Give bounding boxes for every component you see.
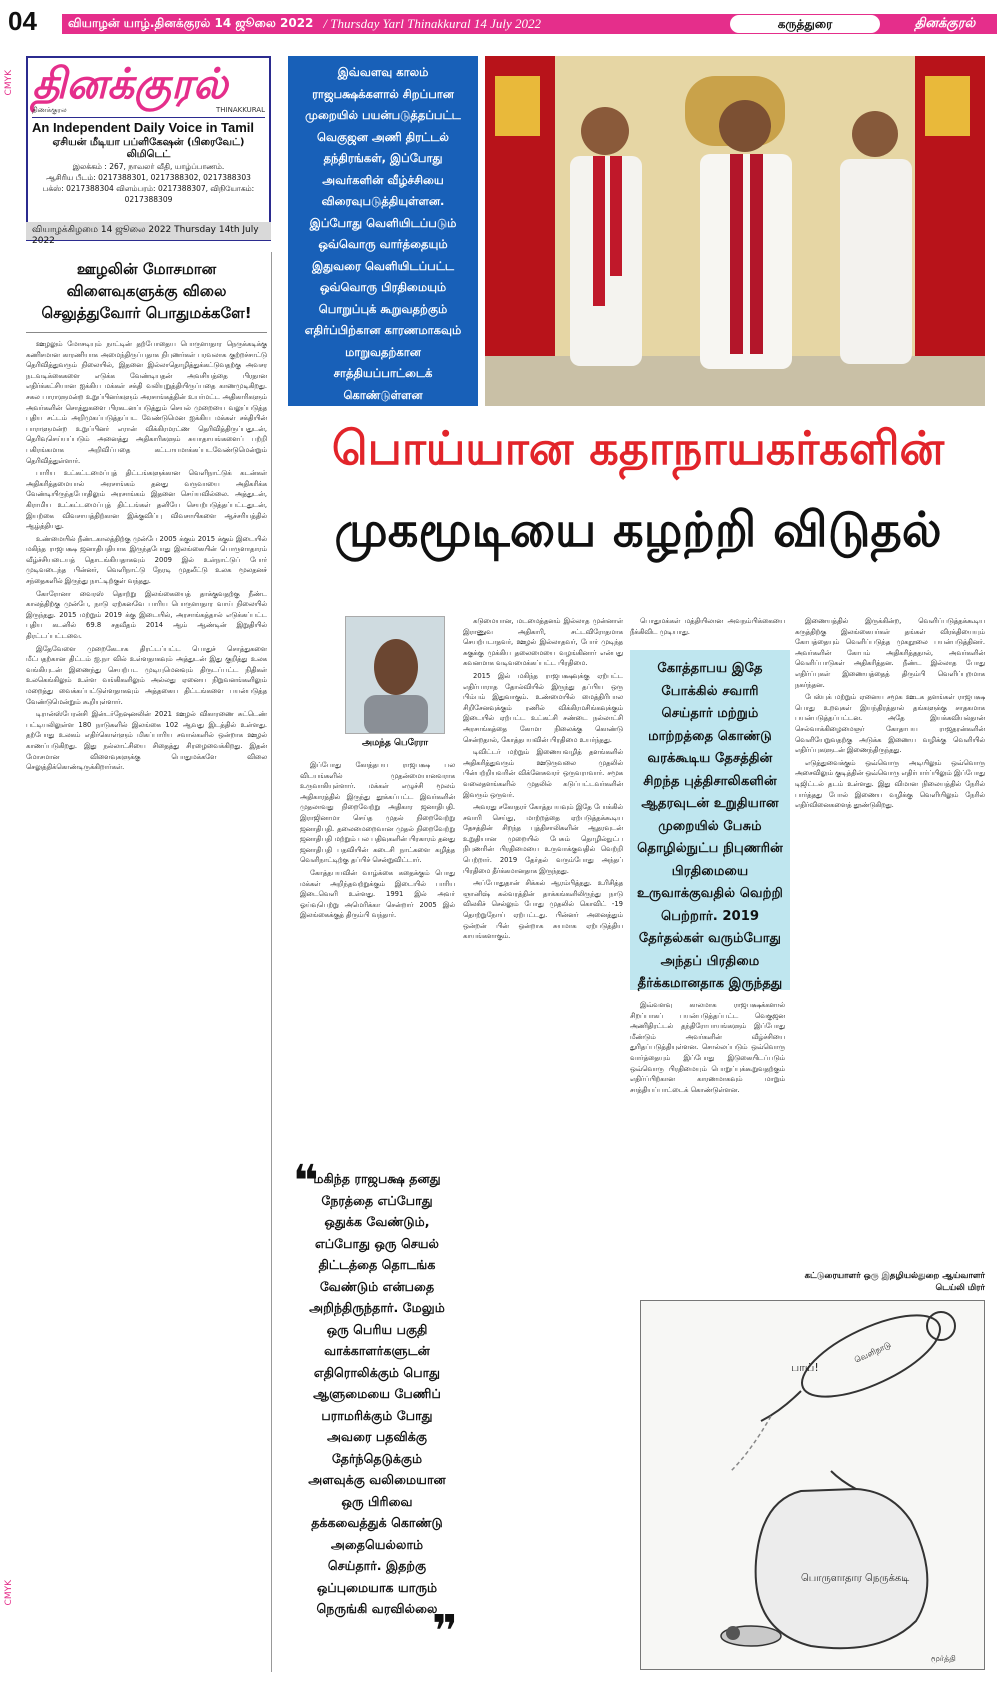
masthead-subtitle-right: THINAKKURAL: [215, 106, 265, 114]
quote-mark-open-icon: ❝: [293, 1156, 319, 1207]
left-article-body: [26, 333, 267, 1703]
editorial-cartoon: [640, 1300, 985, 1670]
cartoon-signature: மூர்த்தி: [931, 1654, 956, 1663]
blue-quote-box: இவ்வளவு காலம் ராஜபக்ஷக்களால் சிறப்பான முறையில் பயன்படுத்தப்பட்ட வெகுஜன அணி திரட்டல் தந்திரங்கள், இப்போது அவர்களின் வீழ்ச்சியை விரைவுபடுத்தியுள்ளன. இப்போது வெளியிடப்படும் ஒவ்வொரு வார்த்தையும் இதுவரை வெளியிடப்பட்ட ஒவ்வொரு பிரதிமையும் பொறுப்புக் கூறுவதற்கும் எதிர்ப்பிற்கான காரணமாகவும் மாறுவதற்கான சாத்தியப்பாட்டைக் கொண்டுள்ளன: [288, 56, 478, 406]
article-column-1: [300, 760, 455, 1160]
masthead-date: வியாழக்கிழமை 14 ஜூலை 2022 Thursday 14th July 2022: [26, 222, 271, 240]
masthead-publisher: ஏசியன் மீடியா பப்ளிகேஷன் (பிரைவேட்) லிமிடெட்: [52, 137, 245, 160]
cartoon-label-top: பாய்!: [791, 1361, 819, 1374]
masthead-tagline: An Independent Daily Voice in Tamil: [32, 117, 265, 135]
masthead-office: ஆசிரிய பீடம்: 0217388301, 0217388302, 0217388303: [46, 173, 251, 182]
registration-mark-bottom: CMYK: [4, 1580, 14, 1606]
left-paragraph: உண்மையில் நீண்டகாலத்திற்கு முன்பே 2005 க்கும் 2015 க்கும் இடையில் மகிந்த ராஜபக்ஷ ஜனாதிபதியாக இருந்தபோது இலங்கையின் பொருளாதாரம் வீழ்ச்சியடையத் தொடங்கியதாகவும் 2009 இல் உள்நாட்டுப் போர் முடிவடைந்த பின்னர், வெளிநாட்டு நேரடி முதலீட்டு உலக மூலதனச் சந்தைகளில் இருந்து நாட்டிற்குள் வந்தது.: [26, 534, 267, 586]
column-paragraph: 2015 இல் மகிந்த ராஜபக்ஷவுக்கு ஏற்பட்ட எதிர்பாராத தோல்வியில் இருந்து தப்பிய ஒரு பிம்பம் இதுவாகும். உண்மையில் மைத்திரிபால சிறிசேனவுக்கும் ரணில் விக்கிரமசிங்கவுக்கும் இடையில் ஏற்பட்ட உட்கட்சி சண்டை நல்லாட்சி அரசாங்கத்தை கோமா நிலைக்கு கொண்டு சென்றதால், கோத்தபயவின் பிரதிமை உயர்ந்தது.: [463, 671, 623, 744]
column-paragraph: இப்போது கோத்தபய ராஜபக்ஷ பல விடயங்களில் முதன்மையானவராக உருவாகியுள்ளார். மக்கள் எழுச்சி மூலம் அதிகாரத்தில் இருந்து தூக்கப்பட்ட இவர்களின் முதலாவது நிறைவேற்று அதிகார ஜனாதிபதி. இராஜினாமா செய்த முதல் நிறைவேற்று ஜனாதிபதி. தலைமைறைவான முதல் நிறைவேற்று ஜனாதிபதி மற்றும் பல பதிவுகளின் பிரகாரம் தனது ஜனாதிபதி பதவியின் கடைசி நாட்களை கழித்த வெளிநாட்டிற்கு தப்பிச் சென்றுவிட்டார்.: [300, 761, 455, 865]
article-column-2: [463, 616, 623, 1666]
page-number: 04: [8, 6, 37, 36]
registration-mark-top: CMYK: [4, 70, 14, 96]
quote-mark-close-icon: ❞: [432, 1606, 458, 1657]
column-paragraph: எடுத்துவைக்கும் ஒவ்வொரு அடியிலும் ஒவ்வொரு அசைவிலும் குடித்தின் ஒவ்வொரு எதிர்பார்ப்பிலும் இப்போது டிஜிட்டல் தடம் உள்ளது. இது விமான நிலையத்தில் நேரில் பார்த்தது போல் இணைய வழிக்கு வெளியிலும் நேரில் எதிர்வினைகளைத் தூண்டுகிறது.: [795, 758, 985, 810]
author-portrait: [346, 617, 445, 734]
header-date-english: / Thursday Yarl Thinakkural 14 July 2022: [323, 16, 542, 31]
column-paragraph: கோத்தபயவின் வாழ்க்கை கதைக்கும் பொது மக்கள் அறிந்தவற்றுக்கும் இடையில் பாரிய இடைவெளி உள்ளது. 1991 இல் அவர் ஓய்வுபெற்று அமெரிக்கா சென்றார் 2005 இல் இலங்கைக்குத் திரும்பி வந்தார்.: [300, 868, 455, 920]
left-paragraph: ஊழலும் மோசடியும் நாட்டின் தற்போதைய பொருளாதார நெருக்கடிக்கு கணிசமான காரணியாக அமைந்திருப்பதாக நிபுணர்கள் பரவலாக குற்றச்சாட்டு தெரிவித்துவரும் நிலையில், இதனை இல்லாதொழித்துக்கட்டுவதற்கு அவசர நடவடிக்கைகளை எடுக்க வேண்டியதன் அவசியத்தை பிரதான எதிர்க்கட்சியான ஐக்கிய மக்கள் சக்தி வலியுறுத்தியிருப்பதை காணமுடிகிறது. சகல பாராளுமன்ற உறுப்பினர்களும் அரசாங்கத்தின் உயர்மட்ட அதிகாரிகளும் அவர்களின் சொத்துகளை பிரகடனப்படுத்தும் செயல் முறையை வலுப்படுத்த புதிய சட்டம் அறிமுகப்படுத்தப்பட வேண்டுமென ஐக்கிய மக்கள் சக்தியின் பாராளுமன்ற உறுப்பினர் எரான் விக்கிரமரட்ண தெரிவித்திருப்பதுடன், தெரிவுசெய்யப்படும் அனைத்து அதிகாரிகளும் சுயாதாயங்களைப் பற்றி பகிரங்கமாக அறிவிப்பதை கட்டாயமாக்கப்படவேண்டுமென்றும் தெரிவித்துள்ளார்.: [26, 340, 267, 465]
masthead-subtitle-left: திணக்குரல: [32, 106, 67, 114]
cartoon-label-rocket: வெளிநாடு: [853, 1340, 893, 1365]
column-paragraph: இணையத்தில் இருக்கின்ற, வெளிப்படுத்தக்கூடிய கருத்திற்கு இலங்கையர்கள் தங்கள் விரக்தியையும் கோபத்தையும் வெளிப்படுத்த முகநூலை பயன்படுத்தினர். அவர்களின் கோபம் அதிகரித்ததால், அவர்களின் வெளிப்பாடுகள் அதிகரித்தன. நீண்ட இல்லாத போது எதிர்ப்புகள் இணையத்தைத் திரும்பி வெளிப்புறமாக நகர்ந்தன.: [795, 617, 985, 689]
column-paragraph: இவ்வளவு காலமாக ராஜபக்ஷக்களால் சிறப்பாகப் பயன்படுத்தப்பட்ட வெகுஜன அணிதிரட்டல் தந்திரோபாயங்களும் இப்போது மீண்டும் அவர்களின் வீழ்ச்சியை துரிதப்படுத்தியுள்ளன. சொல்லப்படும் ஒவ்வொரு வார்த்தையும் இப்போது இடுகையிடப்படும் ஒவ்வொரு பிரதிமையும் பொறுப்புக்கூறுவதற்கும் எதிர்ப்பிற்கான காரணமாகவும் மாறும் சாத்தியப்பாட்டைக் கொண்டுள்ளன.: [630, 1001, 785, 1094]
cyan-quote-box: கோத்தாபய இதே போக்கில் சவாரி செய்தார் மற்றும் மாற்றத்தை கொண்டு வரக்கூடிய தேசத்தின் சிறந்த புத்திசாலிகளின் ஆதரவுடன் உறுதியான முறையில் பேசும் தொழில்நுட்ப நிபுணரின் பிரதிமையை உருவாக்குவதில் வெற்றி பெற்றார். 2019 தேர்தல்கள் வரும்போது அந்தப் பிரதிமை தீர்க்கமானதாக இருந்தது: [630, 650, 790, 990]
masthead-address: இலக்கம் : 267, நாவலர் வீதி, யாழ்ப்பாணம்.: [72, 162, 225, 171]
cartoon-label-bag: பொருளாதார நெருக்கடி: [801, 1573, 910, 1584]
left-paragraph: டிரான்ஸ்பேரன்சி இன்டர்நேஷனலின் 2021 ஊழல் விகாரணை சுட்டெண் பட்டியலிலுள்ள 180 நாடுகளில் இலங்கை 102 ஆவது இடத்தில் உள்ளது. தற்போது உலகம் எதிர்கொள்ளும் மிகப்பாரிய சவால்களில் ஒன்றாக ஊழல் காணப்படுகிறது. இது நல்லாட்சியை சிதைத்து சிரழைவைக்கிறது. இதன் மோசமான விளைவுகளுக்கு பொதுமக்களே விலை செலுத்திக்கொண்டிருக்கிறார்கள்.: [26, 710, 267, 772]
author-note: [800, 1270, 985, 1294]
politicians-photo: [485, 56, 985, 406]
masthead: [26, 56, 271, 241]
left-article-headline: ஊழலின் மோசமான விளைவுகளுக்கு விலை செலுத்துவோர் பொதுமக்களே!: [26, 252, 267, 333]
column-paragraph: பொதுமக்கள் மத்தியிலான அவநம்பிக்கையை நீக்கிவிட முடியாது.: [630, 617, 785, 636]
header-date-tamil: வியாழன் யாழ்.தினக்குரல் 14 ஜூலை 2022: [68, 16, 314, 30]
author-name: அமந்த பெரேரா: [361, 738, 429, 748]
column-paragraph: பேஸ்புக் மற்றும் ஏனைய சமூக ஊடக தளங்கள் ராஜபக்ஷ பொது உறவுகள் இயந்திரத்தால் தங்களுக்கு சாதகமாக பயன்படுத்தப்பட்டன. அதே இயக்கவியல்தான் செல்வாக்கிழைமைஞர் கோதாபய ராஜதரன்களின் வெளியேறுவதற்கு அடுக்க இணைய வழிக்கு வெளியில் எதிர்ப்புகளுடன் இணைந்திருந்தது.: [795, 693, 985, 755]
column-paragraph: டிவிட்டர் மற்றும் இணையவழித் தளங்களில் அதிகரித்துவரும் ஊடுருவலை முதலில் பின்பற்றியவரின் விக்னேசுவரர் ஒருவராவார். சமூக வலைதளங்களில் முதலில் கடுப்பட்டவர்களின் இவரும் ஒருவர்.: [463, 748, 623, 799]
masthead-title: தினக்குரல்: [32, 59, 228, 108]
column-paragraph: கடுமையான, மடமைத்தனம் இல்லாத முன்னாள் இராணுவ அதிகாரி, சட்டவிரோதமாக செயற்படாதவர், ஊழல் இல்லாதவர், போர் முடிந்த சுகுக்கு முக்கிய தலைமையை வழங்கினார் என்பது கவனமாக வடிவமைக்கப்பட்ட பிரதிமை.: [463, 617, 623, 668]
article-column-3-bottom: [630, 1000, 785, 1220]
cartoon-drawing: [641, 1301, 985, 1670]
section-label: கருத்துரை: [730, 15, 880, 33]
main-headline-line2: முகமூடியை கழற்றி விடுதல்: [334, 502, 942, 558]
header-logo: தினக்குரல்: [914, 16, 976, 31]
main-headline-line1: பொய்யான கதாநாயகர்களின்: [331, 421, 945, 475]
author-note-outlet: டெய்லி மிரர்: [935, 1283, 985, 1293]
article-column-4: [795, 616, 985, 1276]
pull-quote: மகிந்த ராஜபக்ஷ தனது நேரத்தை எப்போது ஒதுக்க வேண்டும், எப்போது ஒரு செயல் திட்டத்தை தொடங்க வேண்டும் என்பதை அறிந்திருந்தார். மேலும் ஒரு பெரிய பகுதி வாக்காளர்களுடன் எதிரொலிக்கும் பொது ஆளுமையை பேணிப் பராமரிக்கும் போது அவரை பதவிக்கு தேர்ந்தெடுக்கும் அளவுக்கு வலிமையான ஒரு பிரிவை தக்கவைத்துக் கொண்டு அதையெல்லாம் செய்தார். இதற்கு ஒப்புமையாக யாரும் நெருங்கி வரவில்லை: [308, 1171, 446, 1616]
author-note-role: கட்டுரையாளர் ஒரு இதழியல்துறை ஆய்வாளர்: [804, 1271, 985, 1281]
column-paragraph: அவரது சகோதரர் கோத்தபயவும் இதே போக்கில் சவாரி செய்து, மாற்றத்தை ஏற்படுத்தக்கூடிய தேசத்தின் சிறந்த புத்திசாலிகளின் ஆதரவுடன் உறுதியான முறையில் பேசும் தொழில்நுட்ப நிபுணரின் பிரதிமையை உருவாக்குவதில் வெற்றி பெற்றார். 2019 தேர்தல் வரும்போது அந்தப் பிரதிமை தீர்க்கமானதாக இருந்தது.: [463, 803, 623, 875]
left-paragraph: பாரிய உட்கட்டமைப்புத் திட்டங்களுக்கான வெளிநாட்டுக் கடன்கள் அதிகரித்தமையால் அரசாங்கம் தனது வருவாயை அதிகரிக்க வேண்டியிருந்தபோதிலும் அரசாங்கம் இதனை செய்யவில்லை. அத்துடன், கிராமிய உட்கட்டமைப்புத் திட்டங்கள் தனியே செயற்படுத்தப்பட்டதுடன், இயற்கை விவசாயத்திற்கான இக்குவிப்பு விவசாயிகளை ஆச்சரியத்தில் ஆழ்த்தியது.: [26, 469, 267, 531]
left-article: [26, 252, 272, 1672]
left-paragraph: இதேவேளை முறைகேடாக திரட்டப்பட்ட பொதுச் சொத்துகளை மீட்பதற்கான திட்டம் ஐ.நா வில் உள்ளதாகவும் அத்துடன் இது குறித்து உலக வங்கியுடன் இணைந்து செயற்பட முடியுமெனவும் திருடப்பட்ட நிதிகள் உலகெங்கிலும் உள்ள வங்கிகளிலும் அல்லது ஏனைய நிறுவனங்களிலும் மறைத்து வைக்கப்பட்டுள்ளதாகவும் அத்தகைய திட்டங்களை பயன்படுத்த வேண்டுமென்றும் கூறியுள்ளார்.: [26, 644, 267, 706]
author-photo: [345, 616, 445, 734]
column-paragraph: அப்போதுதான் சிக்கல் ஆரம்பித்தது. உரிசித்த ஞானிஷ் கல்வரத்தின் தாக்கங்களிலிருந்து நாடு விலகிச் செல்லும் போது முதலில் கொவிட் -19 தொற்றுநோய் ஏற்பட்டது. பின்னர் அனைத்தும் ஒன்றன் பின் ஒன்றாக சுயமாக ஏற்படுத்திய காயங்களாகும்.: [463, 879, 623, 941]
photo-illustration: [485, 56, 985, 406]
masthead-contacts: பக்ஸ்: 0217388304 விளம்பரம்: 0217388307, விநியோகம்: 0217388309: [42, 184, 255, 204]
left-paragraph: கோரோனா வைரஸ் தொற்று இலங்கையைத் தாக்குவதற்கு நீண்ட காலத்திற்கு முன்பே, நாடு ஏற்கனவே பாரிய பொருளாதார வாய் நிலையில் இருந்தது. 2015 மற்றும் 2019 க்கு இடையில், அரசாங்கத்தால் எடுக்கப்பட்ட புதிய கடனில் 69.8 சதவீதம் 2014 ஆம் ஆண்டின் இறுதியில் திரட்டப்பட்டவை.: [26, 589, 267, 641]
